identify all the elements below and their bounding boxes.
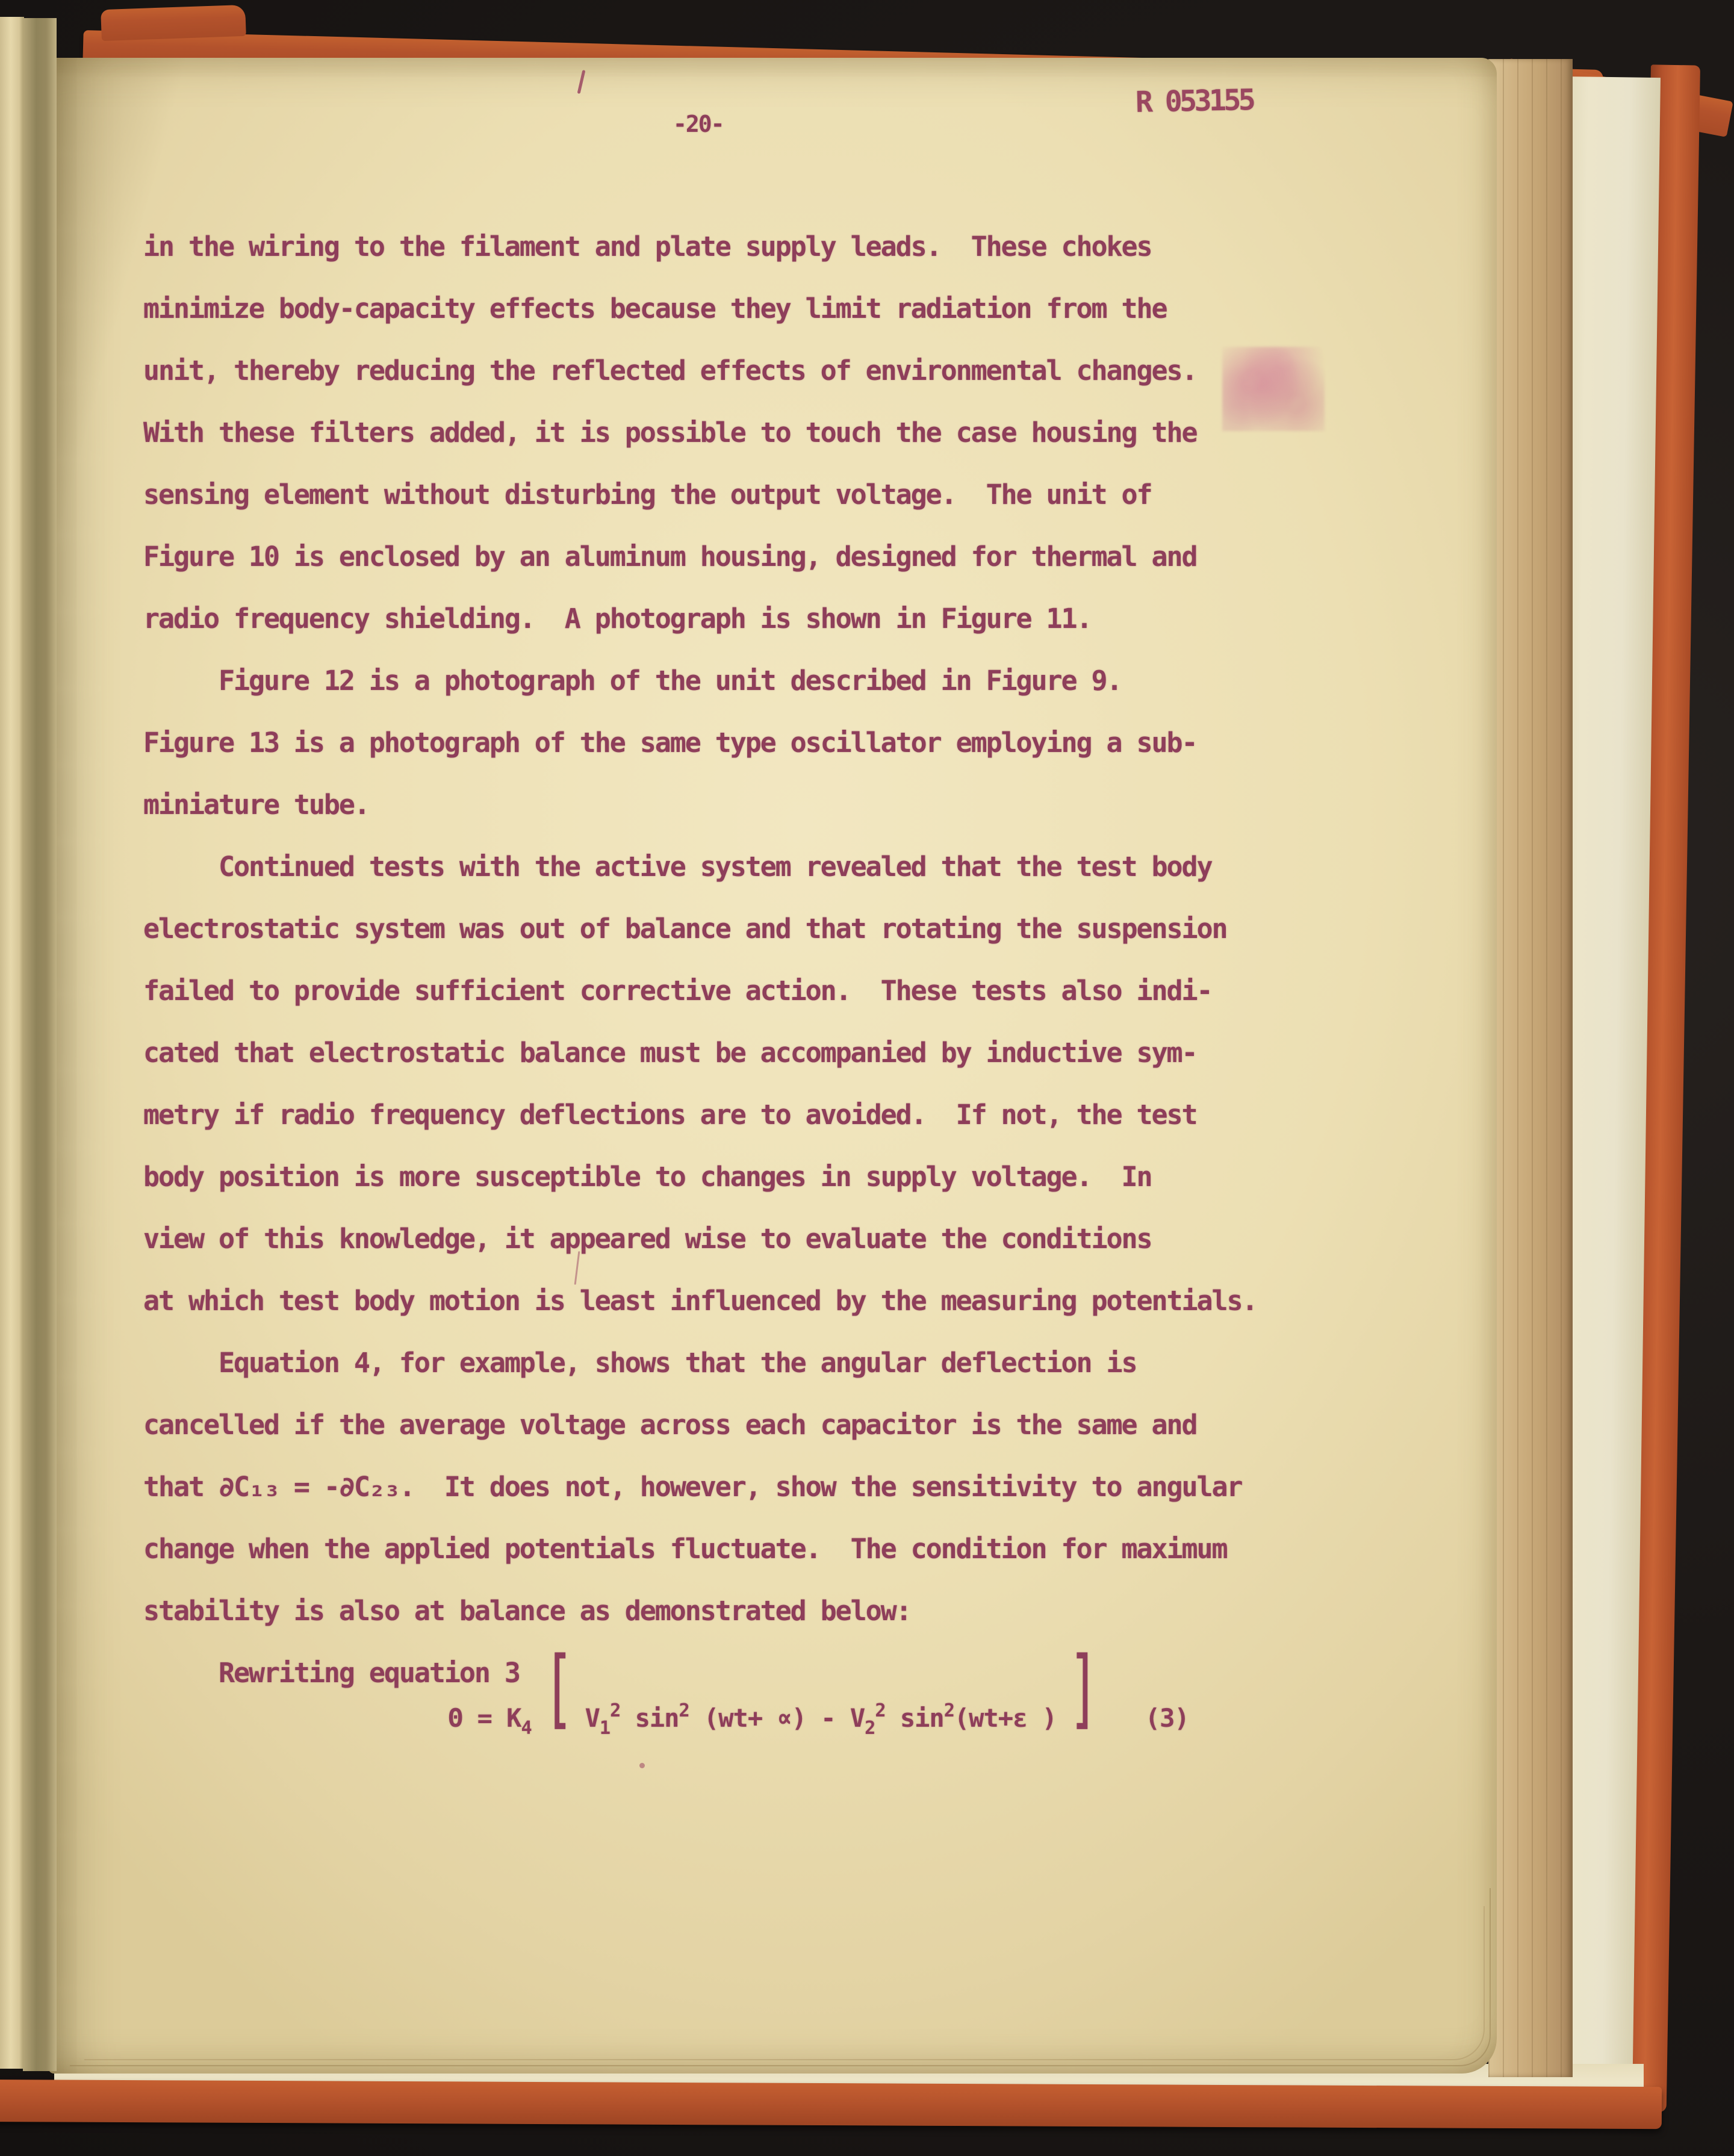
typewritten-line: in the wiring to the filament and plate supply leads. These chokes bbox=[143, 231, 1152, 263]
page-number: -20- bbox=[673, 111, 724, 137]
book-cover-bottom-edge bbox=[0, 2080, 1662, 2129]
typewritten-line: change when the applied potentials fluctuate. The condition for maximum bbox=[143, 1533, 1227, 1565]
main-page bbox=[48, 58, 1497, 2074]
typewritten-line: failed to provide sufficient corrective action. These tests also indi- bbox=[143, 975, 1212, 1007]
stray-ink-mark bbox=[577, 70, 586, 94]
equation-terms: Θ = K4 [ V12 sin2 (wt+ ∝) - V22 sin2(wt+ε ) ] (3) bbox=[448, 1638, 1189, 1739]
typewritten-line: Figure 13 is a photograph of the same type oscillator employing a sub- bbox=[143, 727, 1197, 759]
typewritten-line: at which test body motion is least influenced by the measuring potentials. bbox=[143, 1285, 1257, 1317]
typewritten-line: With these filters added, it is possible to touch the case housing the bbox=[143, 417, 1197, 449]
facing-page-edge bbox=[0, 17, 24, 2069]
typewritten-line: minimize body-capacity effects because they limit radiation from the bbox=[143, 293, 1167, 325]
equation-term: (3) bbox=[1145, 1703, 1189, 1733]
typewritten-line: sensing element without disturbing the output voltage. The unit of bbox=[143, 479, 1152, 511]
ink-smudge bbox=[1222, 347, 1325, 431]
typewritten-line: body position is more susceptible to changes in supply voltage. In bbox=[143, 1161, 1152, 1193]
equation-term: 2 bbox=[943, 1700, 954, 1721]
typewritten-line: miniature tube. bbox=[143, 789, 369, 821]
typewritten-line: cancelled if the average voltage across each capacitor is the same and bbox=[143, 1409, 1197, 1441]
equation-term: (wt+ε ) bbox=[954, 1703, 1057, 1733]
book-spine-top bbox=[101, 5, 246, 41]
typewritten-line: unit, thereby reducing the reflected effects of environmental changes. bbox=[143, 355, 1197, 387]
typewritten-line: Continued tests with the active system revealed that the test body bbox=[143, 851, 1212, 883]
typewritten-line: cated that electrostatic balance must be accompanied by inductive sym- bbox=[143, 1037, 1197, 1069]
equation bbox=[448, 1638, 1189, 1768]
equation-term: sin bbox=[885, 1703, 944, 1733]
equation-term: 2 bbox=[865, 1717, 875, 1739]
equation-term: 1 bbox=[599, 1717, 611, 1739]
typewritten-line: radio frequency shielding. A photograph is shown in Figure 11. bbox=[143, 603, 1092, 635]
text-block bbox=[143, 232, 1257, 1721]
equation-term: 4 bbox=[521, 1717, 532, 1739]
under-sheet-outline bbox=[84, 1906, 1485, 2060]
typewritten-line: metry if radio frequency deflections are to avoided. If not, the test bbox=[143, 1099, 1197, 1131]
page-stack-fore-edge bbox=[1488, 59, 1573, 2077]
typewritten-line: stability is also at balance as demonstrated below: bbox=[143, 1595, 911, 1627]
typewritten-line: Figure 10 is enclosed by an aluminum housing, designed for thermal and bbox=[143, 541, 1197, 573]
equation-term: (wt+ ∝) - V bbox=[689, 1703, 865, 1733]
equation-term: sin bbox=[620, 1703, 679, 1733]
typewritten-line: view of this knowledge, it appeared wise to evaluate the conditions bbox=[143, 1223, 1152, 1255]
typewritten-line: that ∂C₁₃ = -∂C₂₃. It does not, however, show the sensitivity to angular bbox=[143, 1471, 1242, 1503]
typewritten-line: Rewriting equation 3 bbox=[143, 1657, 520, 1689]
report-stamp: R 053155 bbox=[1135, 82, 1254, 120]
typewritten-line: Equation 4, for example, shows that the angular deflection is bbox=[143, 1347, 1137, 1379]
equation-term: 2 bbox=[679, 1700, 689, 1721]
equation-term: 2 bbox=[875, 1700, 886, 1721]
typewritten-line: Figure 12 is a photograph of the unit described in Figure 9. bbox=[143, 665, 1122, 697]
equation-term: Θ = K bbox=[448, 1703, 521, 1733]
gutter-shadow bbox=[23, 18, 57, 2071]
equation-term: 2 bbox=[610, 1700, 621, 1721]
typewritten-line: electrostatic system was out of balance and that rotating the suspension bbox=[143, 913, 1227, 945]
equation-term: V bbox=[585, 1703, 600, 1733]
ink-speck bbox=[639, 1763, 645, 1768]
